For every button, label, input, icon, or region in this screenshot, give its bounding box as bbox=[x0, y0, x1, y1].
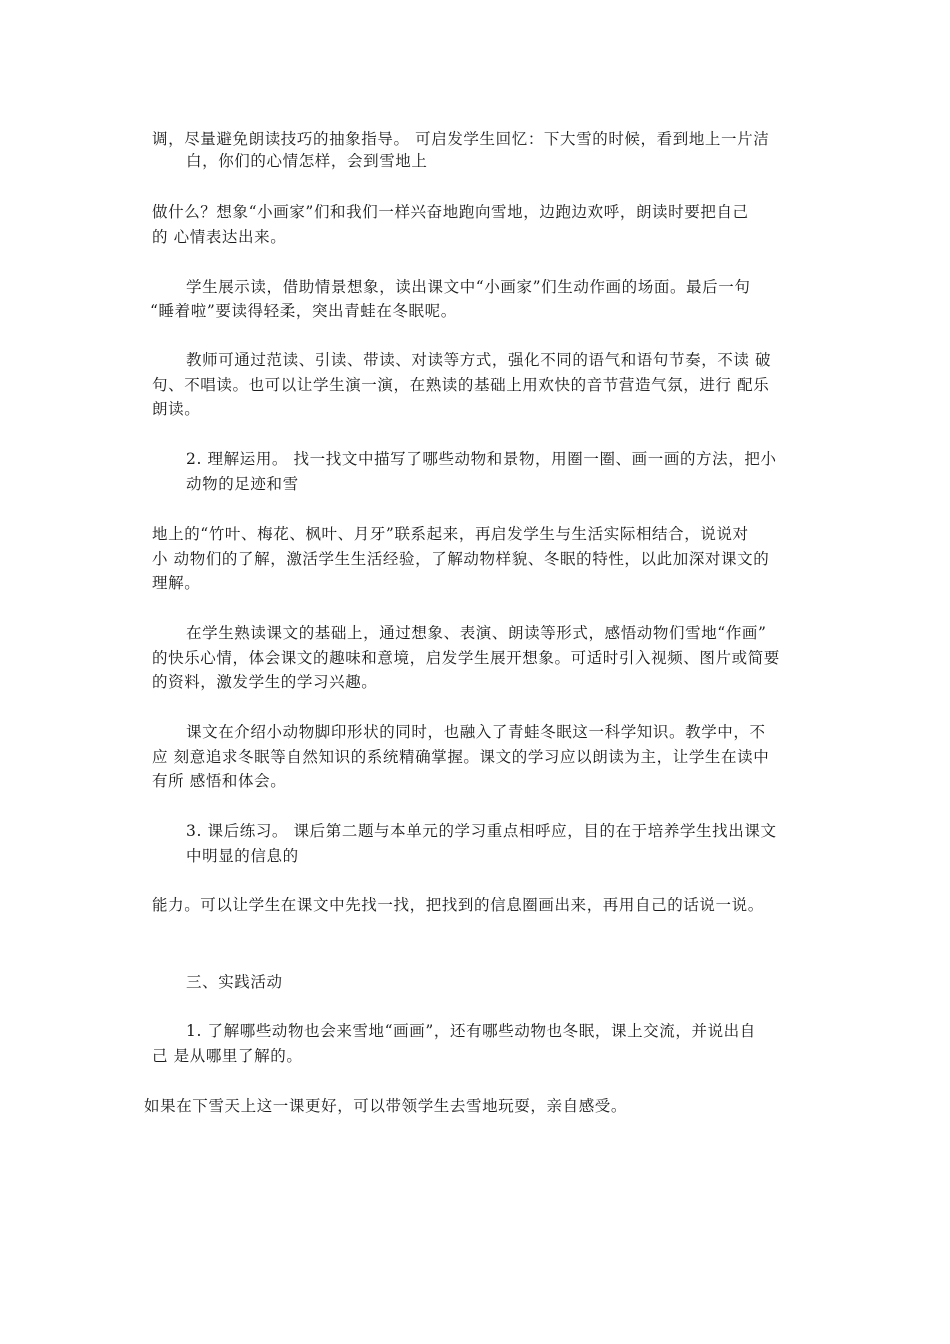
text-line: 能力。可以让学生在课文中先找一找，把找到的信息圈画出来，再用自己的话说一说。 bbox=[152, 896, 764, 914]
text-line: 白，你们的心情怎样，会到雪地上 bbox=[186, 152, 428, 170]
text-line: 小 动物们的了解，激活学生生活经验，了解动物样貌、冬眠的特性，以此加深对课文的 bbox=[152, 550, 770, 568]
text-line: 调，尽量避免朗读技巧的抽象指导。 可启发学生回忆：下大雪的时候，看到地上一片洁 bbox=[152, 130, 770, 148]
text-line: 学生展示读，借助情景想象，读出课文中“小画家”们生动作画的场面。最后一句 bbox=[186, 278, 751, 296]
text-line: 1. 了解哪些动物也会来雪地“画画”，还有哪些动物也冬眠，课上交流，并说出自 bbox=[186, 1022, 756, 1040]
text-line: 做什么？想象“小画家”们和我们一样兴奋地跑向雪地，边跑边欢呼，朗读时要把自己 bbox=[152, 203, 749, 221]
text-line: 有所 感悟和体会。 bbox=[152, 772, 287, 790]
text-line: 地上的“竹叶、梅花、枫叶、月牙”联系起来，再启发学生与生活实际相结合，说说对 bbox=[152, 525, 749, 543]
text-line: 课文在介绍小动物脚印形状的同时，也融入了青蛙冬眠这一科学知识。教学中，不 bbox=[186, 723, 766, 741]
text-line: 中明显的信息的 bbox=[186, 847, 299, 865]
text-line: 3. 课后练习。 课后第二题与本单元的学习重点相呼应，目的在于培养学生找出课文 bbox=[186, 822, 777, 840]
text-line: 2. 理解运用。 找一找文中描写了哪些动物和景物，用圈一圈、画一画的方法，把小 bbox=[186, 450, 777, 468]
text-line: 理解。 bbox=[152, 574, 201, 592]
text-line: 的快乐心情，体会课文的趣味和意境，启发学生展开想象。可适时引入视频、图片或简要 bbox=[152, 649, 780, 667]
text-line: 应 刻意追求冬眠等自然知识的系统精确掌握。课文的学习应以朗读为主，让学生在读中 bbox=[152, 748, 770, 766]
section-heading: 三、实践活动 bbox=[186, 973, 283, 991]
text-line: 朗读。 bbox=[152, 400, 201, 418]
text-line: 如果在下雪天上这一课更好，可以带领学生去雪地玩耍，亲自感受。 bbox=[144, 1097, 628, 1115]
text-line: 的资料，激发学生的学习兴趣。 bbox=[152, 673, 378, 691]
text-line: 句、不唱读。也可以让学生演一演，在熟读的基础上用欢快的音节营造气氛，进行 配乐 bbox=[152, 376, 770, 394]
text-line: 教师可通过范读、引读、带读、对读等方式，强化不同的语气和语句节奏，不读 破 bbox=[186, 351, 772, 369]
text-line: 的 心情表达出来。 bbox=[152, 228, 287, 246]
text-line: “睡着啦”要读得轻柔，突出青蛙在冬眠呢。 bbox=[150, 302, 457, 320]
text-line: 己 是从哪里了解的。 bbox=[152, 1047, 303, 1065]
text-line: 在学生熟读课文的基础上，通过想象、表演、朗读等形式，感悟动物们雪地“作画” bbox=[186, 624, 767, 642]
text-line: 动物的足迹和雪 bbox=[186, 475, 299, 493]
